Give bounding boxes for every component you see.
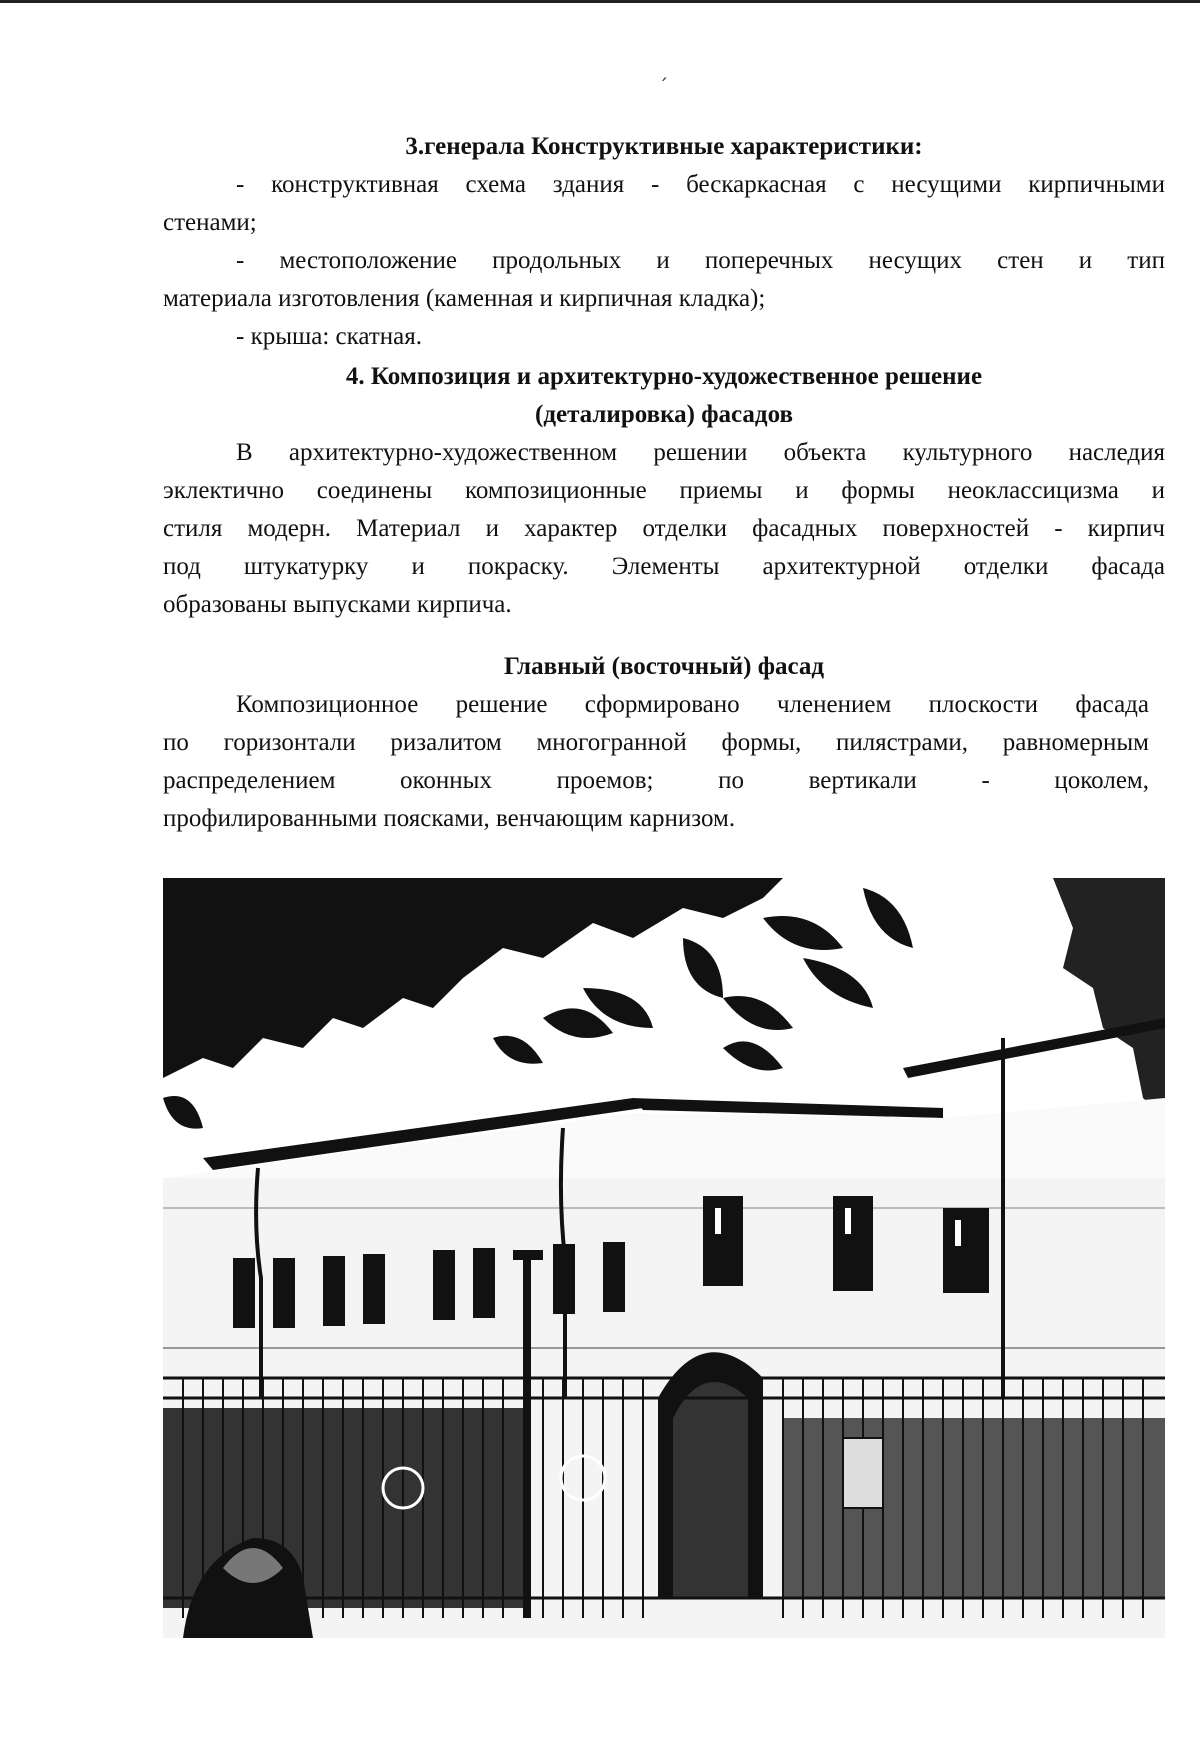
- page-mark: ՛: [662, 76, 667, 98]
- paragraph-2-line-1: Композиционное решение сформировано членением плоскости фасада: [236, 691, 1149, 718]
- facade-subheading: Главный (восточный) фасад: [503, 653, 825, 680]
- paragraph-1-line-3: стиля модерн. Материал и характер отделки фасадных поверхностей - кирпич: [163, 515, 1165, 542]
- page-top-border: [0, 0, 1200, 3]
- paragraph-1-line-2: эклектично соединены композиционные приемы и формы неоклассицизма и: [163, 477, 1165, 504]
- paragraph-2-line-3: распределением оконных проемов; по вертикали - цоколем,: [163, 767, 1149, 794]
- item-3: - крыша: скатная.: [236, 323, 423, 350]
- paragraph-1-line-5: образованы выпусками кирпича.: [163, 591, 512, 618]
- section-4-heading-line-2: (деталировка) фасадов: [535, 401, 793, 428]
- paragraph-2-line-2: по горизонтали ризалитом многогранной формы, пилястрами, равномерным: [163, 729, 1149, 756]
- item-2-line-1: - местоположение продольных и поперечных несущих стен и тип: [236, 247, 1165, 274]
- section-3-heading: 3.генерала Конструктивные характеристики:: [405, 133, 923, 160]
- paragraph-1-line-1: В архитектурно-художественном решении объекта культурного наследия: [236, 439, 1165, 466]
- building-facade-photo: [163, 878, 1165, 1638]
- item-1-line-2: стенами;: [163, 209, 257, 236]
- item-2-line-2: материала изготовления (каменная и кирпичная кладка);: [163, 285, 766, 312]
- paragraph-2-line-4: профилированными поясками, венчающим карнизом.: [163, 805, 736, 832]
- section-4-heading-line-1: 4. Композиция и архитектурно-художественное решение: [345, 363, 983, 390]
- paragraph-1-line-4: под штукатурку и покраску. Элементы архитектурной отделки фасада: [163, 553, 1165, 580]
- item-1-line-1: - конструктивная схема здания - бескаркасная с несущими кирпичными: [236, 171, 1165, 198]
